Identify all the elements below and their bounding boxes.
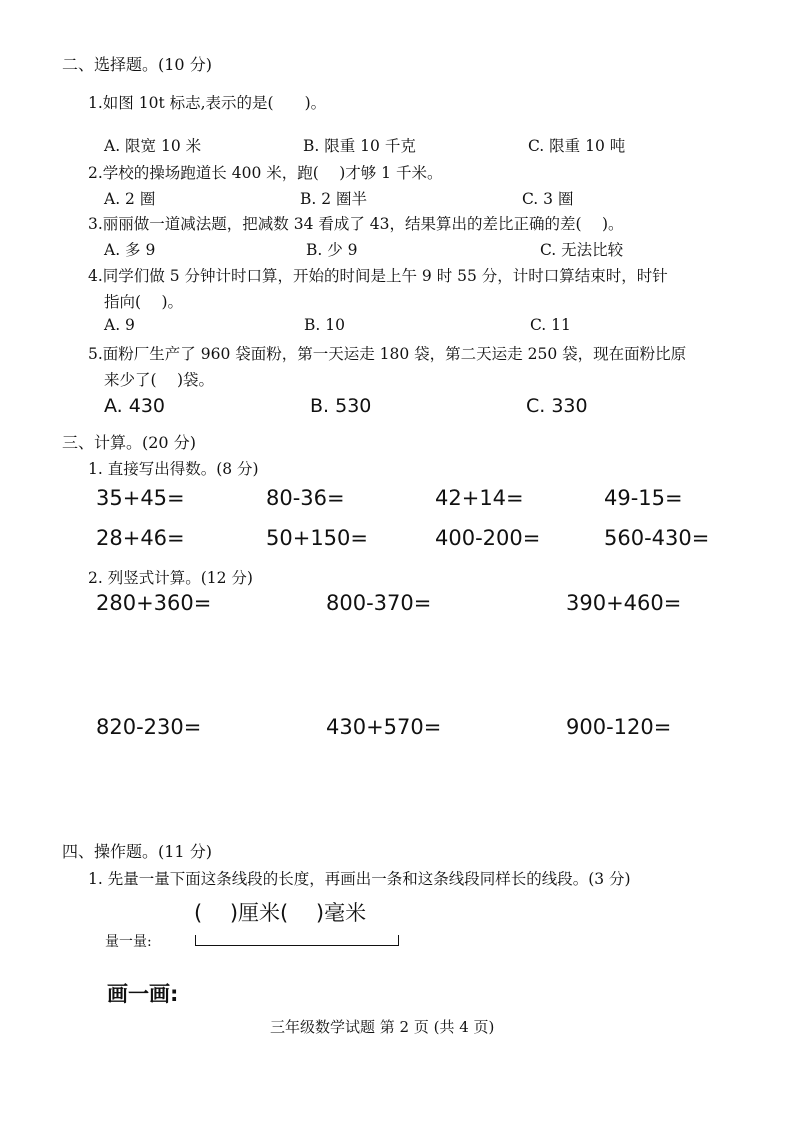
question-1: 1.如图 10t 标志,表示的是( )。: [88, 94, 327, 112]
calc-item: 80-36=: [266, 486, 345, 510]
q3-option-a: A. 多 9: [104, 241, 156, 259]
q1-option-b: B. 限重 10 千克: [303, 137, 416, 155]
q3-option-b: B. 少 9: [306, 241, 358, 259]
measure-label: 量一量:: [105, 934, 152, 950]
section-3-title: 三、计算。(20 分): [62, 433, 196, 452]
calc-item: 28+46=: [96, 526, 185, 550]
question-2: 2.学校的操场跑道长 400 米，跑( )才够 1 千米。: [88, 164, 443, 182]
q5-option-c: C. 330: [526, 395, 588, 417]
calc-item: 560-430=: [604, 526, 710, 550]
vertical-calc-item: 900-120=: [566, 715, 672, 739]
subsection-1-title: 1. 直接写出得数。(8 分): [88, 460, 259, 478]
question-4-cont: 指向( )。: [104, 293, 184, 311]
section-2-title: 二、选择题。(10 分): [62, 55, 212, 74]
q4-option-c: C. 11: [530, 316, 571, 334]
page-footer: 三年级数学试题 第 2 页 (共 4 页): [270, 1018, 495, 1036]
section-4-title: 四、操作题。(11 分): [62, 842, 212, 861]
question-3: 3.丽丽做一道减法题，把减数 34 看成了 43，结果算出的差比正确的差( )。: [88, 215, 624, 233]
calc-item: 49-15=: [604, 486, 683, 510]
vertical-calc-item: 820-230=: [96, 715, 202, 739]
q2-option-b: B. 2 圈半: [300, 190, 368, 208]
q5-option-a: A. 430: [104, 395, 166, 417]
question-5-cont: 来少了( )袋。: [104, 371, 215, 389]
q1-option-a: A. 限宽 10 米: [104, 137, 202, 155]
vertical-calc-item: 390+460=: [566, 591, 682, 615]
vertical-calc-item: 430+570=: [326, 715, 442, 739]
measure-answer-blank: ( )厘米( )毫米: [194, 901, 367, 925]
calc-item: 42+14=: [435, 486, 524, 510]
q5-option-b: B. 530: [310, 395, 372, 417]
vertical-calc-item: 280+360=: [96, 591, 212, 615]
operation-question-1: 1. 先量一量下面这条线段的长度，再画出一条和这条线段同样长的线段。(3 分): [88, 870, 631, 888]
vertical-calc-item: 800-370=: [326, 591, 432, 615]
q2-option-c: C. 3 圈: [522, 190, 574, 208]
calc-item: 50+150=: [266, 526, 368, 550]
subsection-2-title: 2. 列竖式计算。(12 分): [88, 569, 253, 587]
line-segment: [195, 935, 399, 946]
question-5: 5.面粉厂生产了 960 袋面粉，第一天运走 180 袋，第二天运走 250 袋，现在面粉比原: [88, 345, 687, 363]
q4-option-a: A. 9: [104, 316, 135, 334]
calc-item: 35+45=: [96, 486, 185, 510]
q1-option-c: C. 限重 10 吨: [528, 137, 626, 155]
q2-option-a: A. 2 圈: [104, 190, 156, 208]
q3-option-c: C. 无法比较: [540, 241, 624, 259]
calc-item: 400-200=: [435, 526, 541, 550]
question-4: 4.同学们做 5 分钟计时口算，开始的时间是上午 9 时 55 分，计时口算结束时，时针: [88, 267, 668, 285]
q4-option-b: B. 10: [304, 316, 345, 334]
draw-label: 画一画:: [107, 982, 179, 1006]
